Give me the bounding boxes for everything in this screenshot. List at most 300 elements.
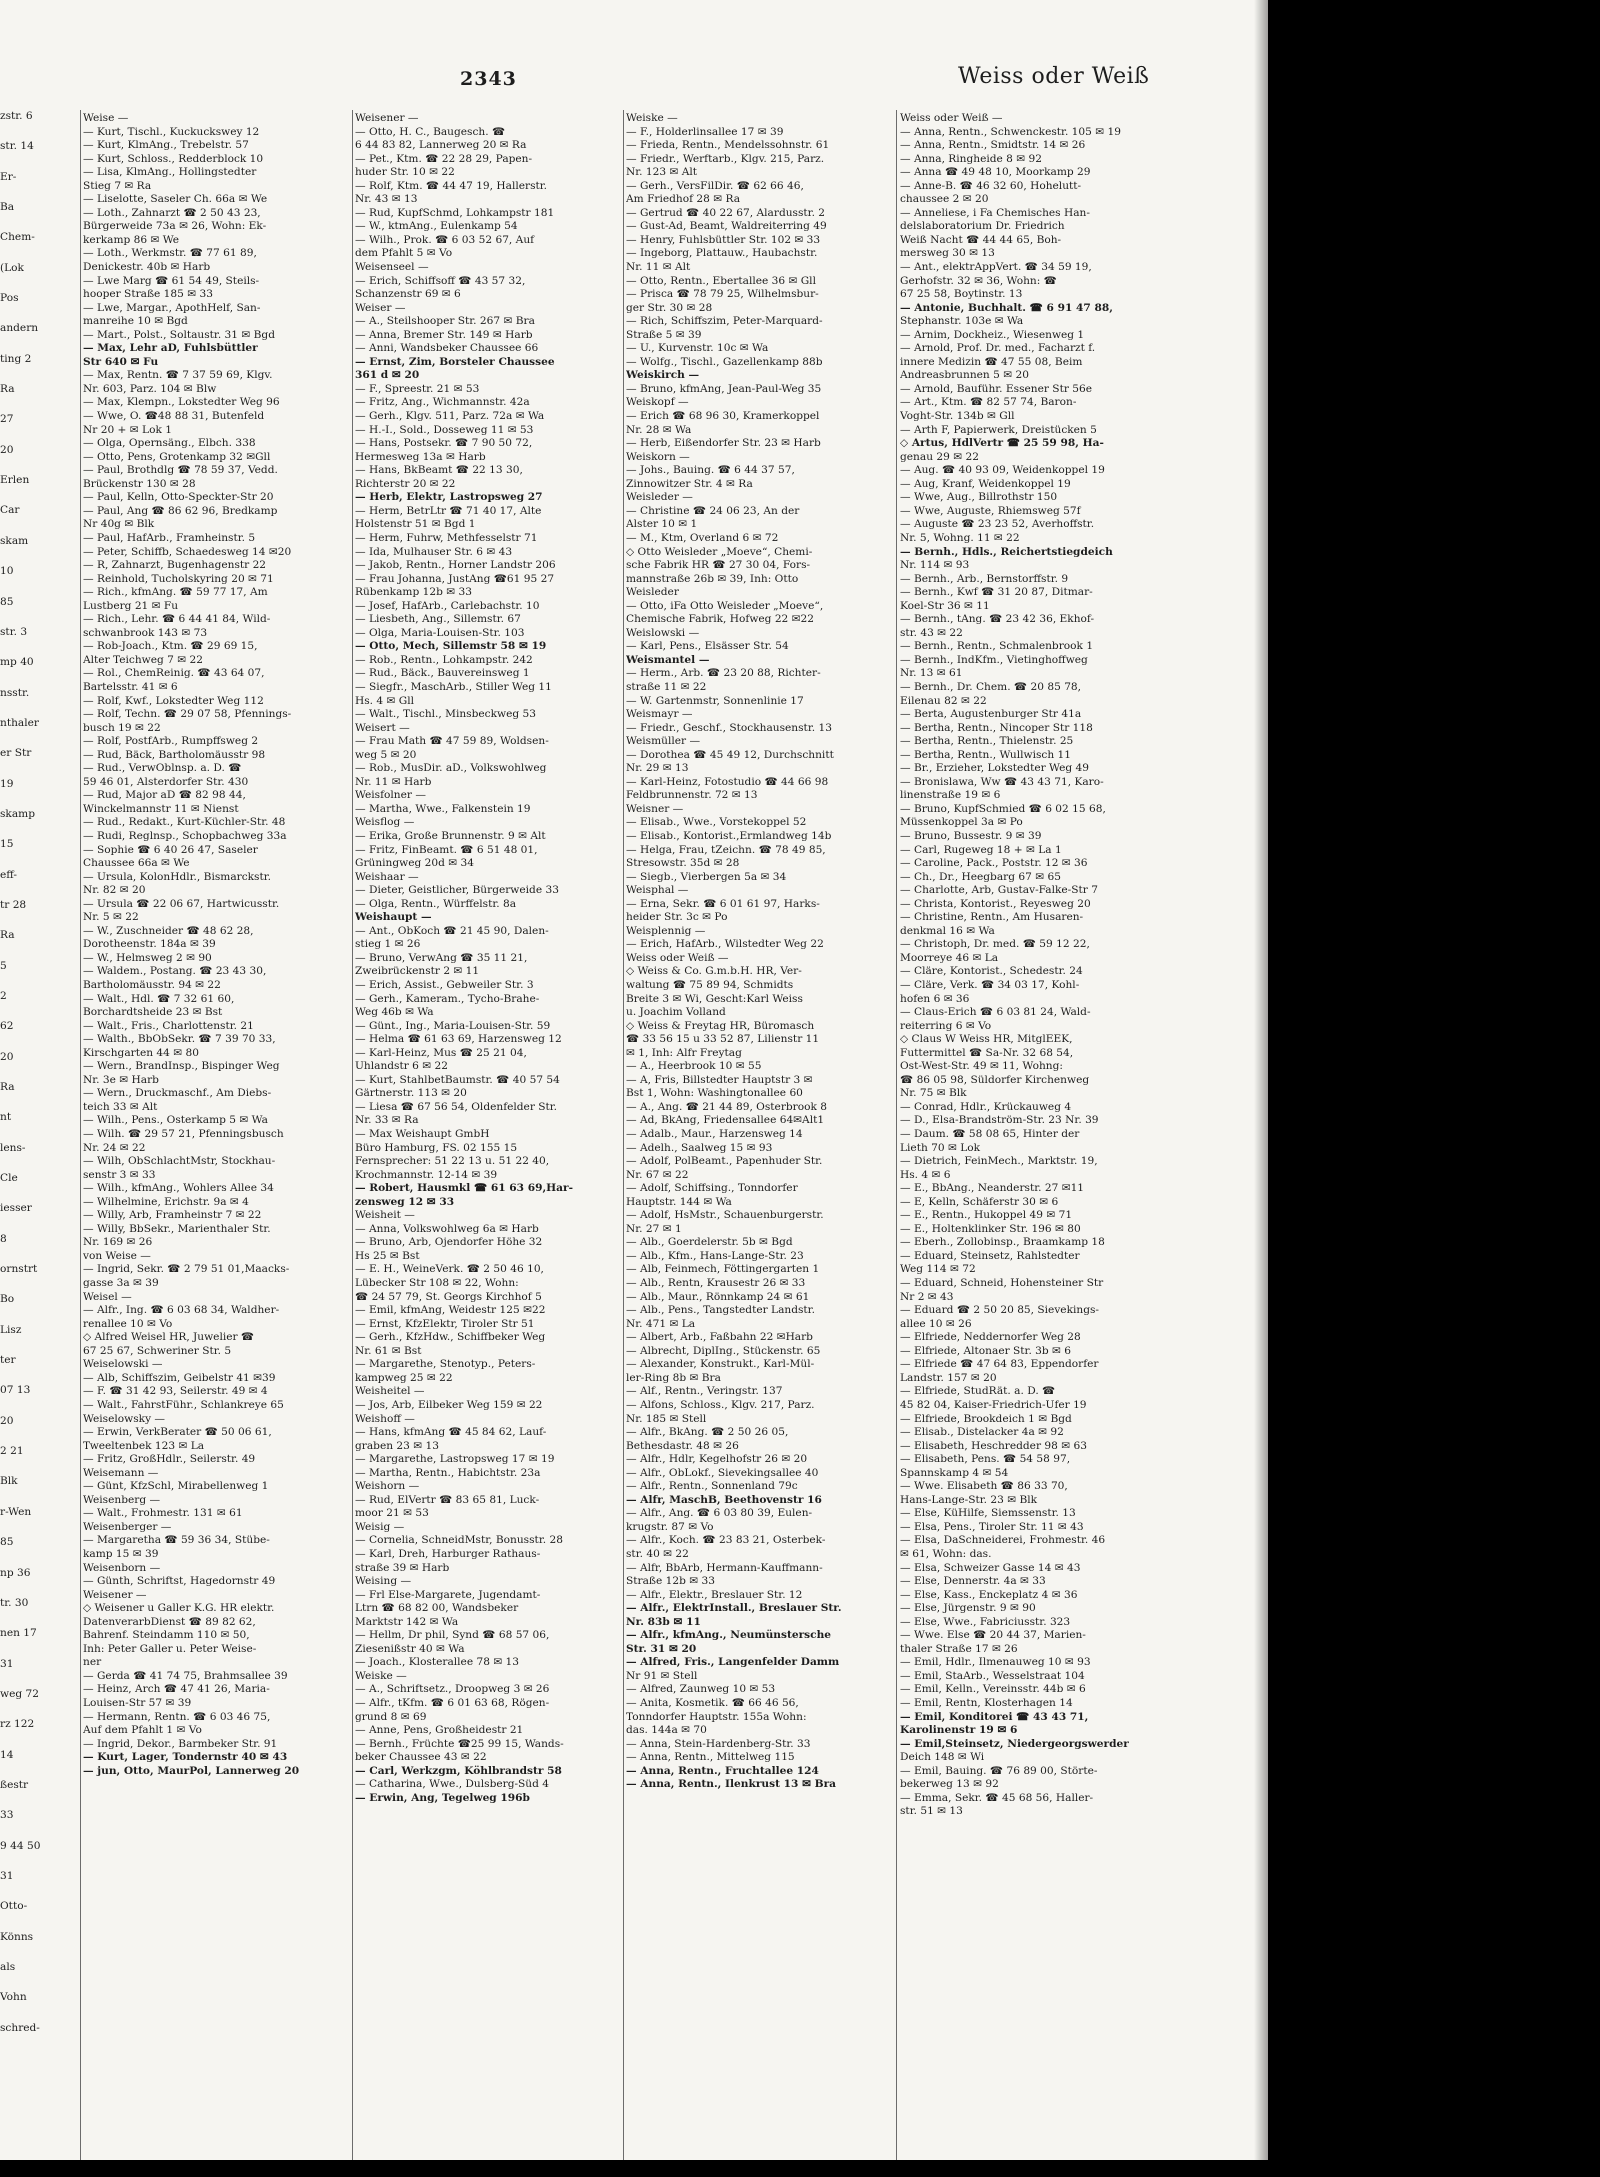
surname-heading: Weishaupt — [355,911,432,924]
directory-entry-line: — Karl-Heinz, Fotostudio ☎ 44 66 98 [626,775,829,788]
directory-entry-line: — Waldem., Postang. ☎ 23 43 30, [83,965,267,978]
surname-heading: Weisplennig — [626,924,706,937]
fragment-line: 19 [0,777,14,790]
directory-entry-line: thaler Straße 17 ✉ 26 [900,1642,1018,1655]
directory-entry-line: Lieth 70 ✉ Lok [900,1141,981,1154]
directory-entry-line: straße 11 ✉ 22 [626,680,707,693]
directory-entry-line: — Erwin, Ang, Tegelweg 196b [355,1791,530,1804]
directory-entry-line: Nr. 114 ✉ 93 [900,559,970,572]
directory-entry-line: — Prisca ☎ 78 79 25, Wilhelmsbur- [626,288,819,301]
directory-entry-line: — Walt., Frohmestr. 131 ✉ 61 [83,1507,243,1520]
fragment-line: weg 72 [0,1687,39,1700]
directory-entry-line: — Gerh., KfzHdw., Schiffbeker Weg [355,1331,546,1344]
directory-entry-line: Bahrenf. Steindamm 110 ✉ 50, [83,1629,250,1642]
directory-entry-line: — Bernh., Hdls., Reichertstiegdeich [900,545,1113,558]
directory-entry-line: Nr 20 + ✉ Lok 1 [83,423,172,436]
directory-entry-line: — Elisab., Distelacker 4a ✉ 92 [900,1426,1064,1439]
directory-entry-line: — Anita, Kosmetik. ☎ 66 46 56, [626,1696,799,1709]
directory-entry-line: — Henry, Fuhlsbüttler Str. 102 ✉ 33 [626,233,821,246]
directory-entry-line: — Erika, Große Brunnenstr. 9 ✉ Alt [355,829,546,842]
directory-entry-line: — Alfr., kfmAng., Neumünstersche [626,1629,832,1642]
fragment-line: skamp [0,807,35,820]
surname-heading: Weisert — [355,721,410,734]
directory-entry-line: — Rud, Major aD ☎ 82 98 44, [83,789,246,802]
directory-entry-line: ◇ Weiss & Co. G.m.b.H. HR, Ver- [626,965,802,978]
surname-heading: Weisphal — [626,884,689,897]
directory-entry-line: Nr. 67 ✉ 22 [626,1168,689,1181]
directory-entry-line: — Albert, Arb., Faßbahn 22 ✉Harb [626,1331,813,1344]
directory-entry-line: — Alfr., tKfm. ☎ 6 01 63 68, Rögen- [355,1696,550,1709]
directory-entry-line: — Rud., VerwOblnsp. a. D. ☎ [83,762,242,775]
directory-entry-line: — Alfred, Zaunweg 10 ✉ 53 [626,1683,776,1696]
directory-entry-line: Hs. 4 ✉ Gll [355,694,415,707]
fragment-line: 20 [0,1050,14,1063]
directory-entry-line: Richterstr 20 ✉ 22 [355,477,456,490]
directory-column-4 [900,112,1168,1819]
directory-entry-line: — Alfr, BbArb, Hermann-Kauffmann- [626,1561,823,1574]
directory-entry-line: — D., Elsa-Brandström-Str. 23 Nr. 39 [900,1114,1099,1127]
directory-entry-line: — Rud, ElVertr ☎ 83 65 81, Luck- [355,1493,540,1506]
directory-entry-line: — Arnold, Prof. Dr. med., Facharzt f. [900,342,1096,355]
directory-entry-line: — Joach., Klosterallee 78 ✉ 13 [355,1656,520,1669]
directory-entry-line: Brückenstr 130 ✉ 28 [83,477,196,490]
directory-entry-line: — Wwe. Else ☎ 20 44 37, Marien- [900,1629,1086,1642]
directory-entry-line: — Walth., BbObSekr. ☎ 7 39 70 33, [83,1033,276,1046]
directory-entry-line: — Rob., MusDir. aD., Volkswohlweg [355,762,547,775]
directory-entry-line: ◇ Artus, HdlVertr ☎ 25 59 98, Ha- [900,437,1104,450]
directory-entry-line: Nr 40g ✉ Blk [83,518,155,531]
directory-entry-line: weg 5 ✉ 20 [355,748,417,761]
directory-entry-line: ger Str. 30 ✉ 28 [626,301,713,314]
directory-entry-line: — Anna ☎ 49 48 10, Moorkamp 29 [900,166,1091,179]
surname-heading: Weiss oder Weiß — [900,112,1003,124]
directory-entry-line: — Antonie, Buchhalt. ☎ 6 91 47 88, [900,301,1113,314]
directory-entry-line: — Herb, Elektr, Lastropsweg 27 [355,491,543,504]
directory-entry-line: — M., Ktm, Overland 6 ✉ 72 [626,531,779,544]
directory-entry-line: reiterring 6 ✉ Vo [900,1019,992,1032]
fragment-line: 8 [0,1232,7,1245]
fragment-line: schred- [0,2021,40,2034]
directory-entry-line: — Sophie ☎ 6 40 26 47, Saseler [83,843,258,856]
directory-entry-line: — Heinz, Arch ☎ 47 41 26, Maria- [83,1683,270,1696]
directory-entry-line: — Else, KüHilfe, Siemssenstr. 13 [900,1507,1076,1520]
directory-entry-line: Tonndorfer Hauptstr. 155a Wohn: [626,1710,807,1723]
directory-entry-line: — Berta, Augustenburger Str 41a [900,708,1082,721]
directory-entry-line: — Aug. ☎ 40 93 09, Weidenkoppel 19 [900,464,1105,477]
directory-entry-line: — Eduard, Schneid, Hohensteiner Str [900,1277,1104,1290]
directory-entry-line: — Wwe, O. ☎48 88 31, Butenfeld [83,410,265,423]
directory-entry-line: — Ingrid, Dekor., Barmbeker Str. 91 [83,1737,278,1750]
surname-heading: Weisner — [626,802,684,815]
surname-heading: Weisener — [355,112,419,124]
fragment-line: Lisz [0,1323,22,1336]
fragment-line: 33 [0,1809,14,1822]
directory-entry-line: huder Str. 10 ✉ 22 [355,166,455,179]
fragment-line: Ba [0,201,15,214]
directory-entry-line: genau 29 ✉ 22 [900,450,979,463]
directory-entry-line: Karolinenstr 19 ✉ 6 [900,1724,1018,1737]
directory-entry-line: — Caroline, Pack., Poststr. 12 ✉ 36 [900,857,1088,870]
directory-entry-line: Fernsprecher: 51 22 13 u. 51 22 40, [355,1155,550,1168]
directory-entry-line: — Willy, BbSekr., Marienthaler Str. [83,1222,271,1235]
directory-entry-line: — Kurt, Tischl., Kuckuckswey 12 [83,125,260,138]
directory-entry-line: — Alfr., Hdlr, Kegelhofstr 26 ✉ 20 [626,1453,808,1466]
directory-entry-line: Nr. 28 ✉ Wa [626,423,692,436]
directory-entry-line: — U., Kurvenstr. 10c ✉ Wa [626,342,769,355]
directory-entry-line: Hs. 4 ✉ 6 [900,1168,951,1181]
directory-entry-line: — Olga, Rentn., Würffelstr. 8a [355,897,517,910]
directory-entry-line: — Dorothea ☎ 45 49 12, Durchschnitt [626,748,834,761]
directory-entry-line: Müssenkoppel 3a ✉ Po [900,816,1023,829]
directory-entry-line: Nr. 43 ✉ 13 [355,193,418,206]
directory-entry-line: Denickestr. 40b ✉ Harb [83,261,211,274]
directory-entry-line: Weg 114 ✉ 72 [900,1263,976,1276]
directory-entry-line: Nr. 185 ✉ Stell [626,1412,707,1425]
directory-entry-line: Bethesdastr. 48 ✉ 26 [626,1439,739,1452]
fragment-line: (Lok [0,261,24,274]
directory-entry-line: — Ch., Dr., Heegbarg 67 ✉ 65 [900,870,1061,883]
directory-entry-line: — Olga, Opernsäng., Elbch. 338 [83,437,256,450]
directory-entry-line: — Erich, Schiffsoff ☎ 43 57 32, [355,274,526,287]
directory-entry-line: — Anna, Stein-Hardenberg-Str. 33 [626,1737,811,1750]
directory-entry-line: Zinnowitzer Str. 4 ✉ Ra [626,477,753,490]
directory-entry-line: — Adolf, PolBeamt., Papenhuder Str. [626,1155,823,1168]
fragment-line: np 36 [0,1566,31,1579]
directory-entry-line: — Liesa ☎ 67 56 54, Oldenfelder Str. [355,1100,558,1113]
directory-entry-line: — Arth F, Papierwerk, Dreistücken 5 [900,423,1097,436]
directory-entry-line: — Bernh., Kwf ☎ 31 20 87, Ditmar- [900,586,1093,599]
directory-entry-line: — Walt., Tischl., Minsbeckweg 53 [355,708,536,721]
directory-entry-line: Straße 5 ✉ 39 [626,328,702,341]
fragment-line: als [0,1960,16,1973]
directory-entry-line: — Loth., Werkmstr. ☎ 77 61 89, [83,247,257,260]
directory-entry-line: — Anna, Rentn., Ilenkrust 13 ✉ Bra [626,1778,837,1791]
directory-entry-line: Bürgerweide 73a ✉ 26, Wohn: Ek- [83,220,267,233]
directory-entry-line: stieg 1 ✉ 26 [355,938,421,951]
fragment-line: nt [0,1111,12,1124]
fragment-line: ter [0,1354,16,1367]
fragment-line: Ra [0,929,15,942]
directory-entry-line: — Alb., Goerdelerstr. 5b ✉ Bgd [626,1236,793,1249]
directory-entry-line: — Lisa, KlmAng., Hollingstedter [83,166,257,179]
directory-entry-line: — Kurt, Lager, Tondernstr 40 ✉ 43 [83,1751,288,1764]
surname-heading: Weising — [355,1575,412,1588]
directory-entry-line: Str. 31 ✉ 20 [626,1642,697,1655]
directory-entry-line: — Br., Erzieher, Lokstedter Weg 49 [900,762,1089,775]
directory-entry-line: — Jos, Arb, Eilbeker Weg 159 ✉ 22 [355,1398,543,1411]
directory-entry-line: — Peter, Schiffb, Schaedesweg 14 ✉20 [83,545,292,558]
fragment-line: 31 [0,1869,14,1882]
directory-entry-line: — H.-I., Sold., Dosseweg 11 ✉ 53 [355,423,534,436]
directory-entry-line: — Gerh., Kameram., Tycho-Brahe- [355,992,540,1005]
directory-entry-line: schwanbrook 143 ✉ 73 [83,626,208,639]
surname-heading: Weisenborn — [83,1561,161,1574]
directory-entry-line: Borchardtsheide 23 ✉ Bst [83,1006,223,1019]
fragment-line: 31 [0,1657,14,1670]
directory-entry-line: Nr. 24 ✉ 22 [83,1141,146,1154]
directory-entry-line: Nr. 603, Parz. 104 ✉ Blw [83,382,217,395]
directory-entry-line: — Walt., Hdl. ☎ 7 32 61 60, [83,992,235,1005]
directory-entry-line: — Emma, Sekr. ☎ 45 68 56, Haller- [900,1791,1094,1804]
directory-entry-line: Bartelsstr. 41 ✉ 6 [83,680,178,693]
directory-entry-line: — Karl, Dreh, Harburger Rathaus- [355,1547,541,1560]
directory-entry-line: Louisen-Str 57 ✉ 39 [83,1696,192,1709]
directory-entry-line: Inh: Peter Galler u. Peter Weise- [83,1642,257,1655]
directory-entry-line: — Frl Else-Margarete, Jugendamt- [355,1588,541,1601]
directory-entry-line: — Paul, Kelln, Otto-Speckter-Str 20 [83,491,274,504]
directory-entry-line: kerkamp 86 ✉ We [83,233,180,246]
column-rule [896,110,897,2160]
directory-entry-line: — Elsa, DaSchneiderei, Frohmestr. 46 [900,1534,1106,1547]
directory-entry-line: — E., Rentn., Hukoppel 49 ✉ 71 [900,1209,1073,1222]
directory-entry-line: — Siegfr., MaschArb., Stiller Weg 11 [355,680,552,693]
fragment-line: 5 [0,959,7,972]
directory-entry-line: Krochmannstr. 12-14 ✉ 39 [355,1168,498,1181]
directory-entry-line: — Paul, HafArb., Framheinstr. 5 [83,531,256,544]
directory-entry-line: — Alb., Maur., Rönnkamp 24 ✉ 61 [626,1290,810,1303]
directory-entry-line: str. 51 ✉ 13 [900,1805,963,1818]
directory-entry-line: — Otto, H. C., Baugesch. ☎ [355,125,506,138]
directory-entry-line: mannstraße 26b ✉ 39, Inh: Otto [626,572,799,585]
directory-entry-line: sche Fabrik HR ☎ 27 30 04, Fors- [626,559,811,572]
directory-entry-line: — Friedr., Werftarb., Klgv. 215, Parz. [626,152,825,165]
directory-entry-line: — Ingrid, Sekr. ☎ 2 79 51 01,Maacks- [83,1263,290,1276]
directory-entry-line: — E, Kelln, Schäferstr 30 ✉ 6 [900,1195,1059,1208]
directory-entry-line: — Frau Johanna, JustAng ☎61 95 27 [355,572,555,585]
directory-entry-line: — Cläre, Kontorist., Schedestr. 24 [900,965,1083,978]
directory-entry-line: — Friedr., Geschf., Stockhausenstr. 13 [626,721,832,734]
directory-entry-line: — Anna, Bremer Str. 149 ✉ Harb [355,328,533,341]
directory-entry-line: allee 10 ✉ 26 [900,1317,972,1330]
directory-entry-line: Nr. 13 ✉ 61 [900,667,963,680]
directory-entry-line: — Christine, Rentn., Am Husaren- [900,911,1084,924]
directory-entry-line: heider Str. 3c ✉ Po [626,911,728,924]
page-number: 2343 [460,68,517,90]
directory-entry-line: — Conrad, Hdlr., Krückauweg 4 [900,1100,1072,1113]
fragment-line: eff- [0,868,17,881]
surname-heading: Weiskopf — [626,396,689,409]
directory-entry-line: Nr 2 ✉ 43 [900,1290,954,1303]
surname-heading: Weisflog — [355,816,415,829]
fragment-line: rz 122 [0,1718,35,1731]
directory-entry-line: — Rob-Joach., Ktm. ☎ 29 69 15, [83,640,258,653]
directory-entry-line: — Gerh., Klgv. 511, Parz. 72a ✉ Wa [355,410,545,423]
directory-entry-line: — Bronislawa, Ww ☎ 43 43 71, Karo- [900,775,1104,788]
surname-heading: Weisheit — [355,1209,415,1222]
directory-entry-line: — Fritz, GroßHdlr., Seilerstr. 49 [83,1453,256,1466]
directory-entry-line: Ltrn ☎ 68 82 00, Wandsbeker [355,1602,519,1615]
directory-entry-line: 67 25 58, Boytinstr. 13 [900,288,1023,301]
directory-entry-line: Büro Hamburg, FS. 02 155 15 [355,1141,518,1154]
directory-entry-line: ◇ Weiss & Freytag HR, Büromasch [626,1019,815,1032]
directory-entry-line: — Bernh., tAng. ☎ 23 42 36, Ekhof- [900,613,1095,626]
directory-entry-line: — Rud., Bäck., Bauvereinsweg 1 [355,667,530,680]
directory-entry-line: ☎ 86 05 98, Süldorfer Kirchenweg [900,1073,1090,1086]
directory-entry-line: — Wilh., kfmAng., Wohlers Allee 34 [83,1182,274,1195]
surname-heading: Weisfolner — [355,789,426,802]
fragment-line: 20 [0,443,14,456]
directory-entry-line: — Wilhelmine, Erichstr. 9a ✉ 4 [83,1195,249,1208]
surname-heading: Weisheitel — [355,1385,425,1398]
directory-entry-line: — Walt., Fris., Charlottenstr. 21 [83,1019,254,1032]
directory-entry-line: — A., Heerbrook 10 ✉ 55 [626,1060,762,1073]
directory-entry-line: renallee 10 ✉ Vo [83,1317,173,1330]
directory-entry-line: — Bernh., Früchte ☎25 99 15, Wands- [355,1737,564,1750]
directory-entry-line: — Christoph, Dr. med. ☎ 59 12 22, [900,938,1090,951]
directory-entry-line: — Frieda, Rentn., Mendelssohnstr. 61 [626,139,830,152]
directory-entry-line: Feldbrunnenstr. 72 ✉ 13 [626,789,758,802]
directory-entry-line: — Frau Math ☎ 47 59 89, Woldsen- [355,735,549,748]
directory-entry-line: — Hans, BkBeamt ☎ 22 13 30, [355,464,523,477]
directory-entry-line: — Alb, Feinmech, Föttingergarten 1 [626,1263,820,1276]
directory-entry-line: — Martha, Wwe., Falkenstein 19 [355,802,531,815]
fragment-line: nsstr. [0,686,30,699]
directory-entry-line: — Alfr., Ing. ☎ 6 03 68 34, Waldher- [83,1304,280,1317]
directory-entry-line: — Lwe Marg ☎ 61 54 49, Steils- [83,274,260,287]
directory-entry-line: — Robert, Hausmkl ☎ 61 63 69,Har- [355,1182,573,1195]
directory-column-3 [626,112,894,1792]
directory-entry-line: 45 82 04, Kaiser-Friedrich-Ufer 19 [900,1398,1087,1411]
fragment-line: nen 17 [0,1627,37,1640]
directory-entry-line: — Paul, Brothdlg ☎ 78 59 37, Vedd. [83,464,278,477]
directory-entry-line: Schanzenstr 69 ✉ 6 [355,288,461,301]
directory-entry-line: — Emil, Konditorei ☎ 43 43 71, [900,1710,1089,1723]
directory-entry-line: — Wilh., Pens., Osterkamp 5 ✉ Wa [83,1114,268,1127]
fragment-line: 62 [0,1020,14,1033]
fragment-line: Blk [0,1475,18,1488]
directory-entry-line: — Emil, kfmAng, Weidestr 125 ✉22 [355,1304,546,1317]
directory-entry-line: das. 144a ✉ 70 [626,1724,707,1737]
directory-entry-line: — Alexander, Konstrukt., Karl-Mül- [626,1358,815,1371]
directory-entry-line: — Cornelia, SchneidMstr, Bonusstr. 28 [355,1534,563,1547]
directory-entry-line: Grüningweg 20d ✉ 34 [355,857,475,870]
directory-entry-line: — Liesbeth, Ang., Sillemstr. 67 [355,613,521,626]
directory-entry-line: — Emil, StaArb., Wesselstraat 104 [900,1669,1085,1682]
directory-entry-line: Chaussee 66a ✉ We [83,857,190,870]
directory-entry-line: — Bernh., Arb., Bernstorffstr. 9 [900,572,1069,585]
directory-entry-line: krugstr. 87 ✉ Vo [626,1520,714,1533]
fragment-line: 07 13 [0,1384,31,1397]
directory-entry-line: — Bernh., Rentn., Schmalenbrook 1 [900,640,1094,653]
directory-entry-line: straße 39 ✉ Harb [355,1561,450,1574]
fragment-line: tr. 30 [0,1596,29,1609]
directory-entry-line: — Ursula, KolonHdlr., Bismarckstr. [83,870,272,883]
directory-entry-line: — Siegb., Vierbergen 5a ✉ 34 [626,870,787,883]
directory-entry-line: — Hans, kfmAng ☎ 45 84 62, Lauf- [355,1426,547,1439]
directory-entry-line: — Alf., Rentn., Veringstr. 137 [626,1385,783,1398]
directory-entry-line: — Ad, BkAng, Friedensallee 64✉Alt1 [626,1114,825,1127]
fragment-line: nthaler [0,716,39,729]
directory-entry-line: — Bruno, KupfSchmied ☎ 6 02 15 68, [900,802,1106,815]
directory-entry-line: Ost-West-Str. 49 ✉ 11, Wohng: [900,1060,1063,1073]
fragment-line: 2 21 [0,1445,24,1458]
directory-entry-line: Weisleder [626,586,679,599]
directory-entry-line: Stieg 7 ✉ Ra [83,179,152,192]
directory-entry-line: — Rol., ChemReinig. ☎ 43 64 07, [83,667,265,680]
directory-entry-line: — Margaretha ☎ 59 36 34, Stübe- [83,1534,270,1547]
directory-entry-line: — Elfriede, StudRät. a. D. ☎ [900,1385,1056,1398]
directory-entry-line: — E., Holtenklinker Str. 196 ✉ 80 [900,1222,1081,1235]
directory-entry-line: Nr 91 ✉ Stell [626,1669,698,1682]
directory-entry-line: — Ingeborg, Plattauw., Haubachstr. [626,247,818,260]
directory-entry-line: ✉ 1, Inh: Alfr Freytag [626,1046,742,1059]
directory-entry-line: — W. Gartenmstr, Sonnenlinie 17 [626,694,804,707]
directory-entry-line: Hans-Lange-Str. 23 ✉ Blk [900,1493,1038,1506]
directory-entry-line: — Arnim, Dockheiz., Wiesenweg 1 [900,328,1085,341]
directory-entry-line: — Bertha, Rentn., Wullwisch 11 [900,748,1072,761]
directory-entry-line: — Carl, Rugeweg 18 + ✉ La 1 [900,843,1062,856]
surname-heading: Weisig — [355,1520,405,1533]
fragment-line: 27 [0,413,14,426]
directory-entry-line: — Art., Ktm. ☎ 82 57 74, Baron- [900,396,1077,409]
directory-entry-line: — F., Holderlinsallee 17 ✉ 39 [626,125,784,138]
directory-entry-line: — Rob., Rentn., Lohkampstr. 242 [355,653,533,666]
directory-entry-line: — Hellm, Dr phil, Synd ☎ 68 57 06, [355,1629,550,1642]
directory-entry-line: — Eduard, Steinsetz, Rahlstedter [900,1249,1080,1262]
directory-entry-line: Eilenau 82 ✉ 22 [900,694,987,707]
directory-entry-line: — Max, Klempn., Lokstedter Weg 96 [83,396,280,409]
directory-entry-line: — W., Zuschneider ☎ 48 62 28, [83,924,254,937]
directory-entry-line: — Walt., FahrstFühr., Schlankreye 65 [83,1398,284,1411]
directory-entry-line: — Herb, Eißendorfer Str. 23 ✉ Harb [626,437,821,450]
directory-entry-line: — Dieter, Geistlicher, Bürgerweide 33 [355,884,559,897]
page-edge-shadow [1254,0,1268,2160]
directory-entry-line: ◇ Alfred Weisel HR, Juwelier ☎ [83,1331,255,1344]
directory-entry-line: Nr. 5, Wohng. 11 ✉ 22 [900,531,1020,544]
fragment-line: tr 28 [0,898,27,911]
directory-entry-line: — Alfr., ElektrInstall., Breslauer Str. [626,1602,842,1615]
directory-entry-line: — A., Ang. ☎ 21 44 89, Osterbrook 8 [626,1100,828,1113]
fragment-line: Chem- [0,231,35,244]
directory-entry-line: — Anna, Rentn., Schwenckestr. 105 ✉ 19 [900,125,1121,138]
directory-entry-line: — Emil,Steinsetz, Niedergeorgswerder [900,1737,1129,1750]
directory-entry-line: — F. ☎ 31 42 93, Seilerstr. 49 ✉ 4 [83,1385,268,1398]
directory-column-1 [83,112,351,1778]
directory-entry-line: — Rich, Schiffszim, Peter-Marquard- [626,315,823,328]
surname-heading: Weishoff — [355,1412,415,1425]
directory-entry-line: Marktstr 142 ✉ Wa [355,1615,459,1628]
fragment-line: skam [0,534,29,547]
fragment-line: er Str [0,747,32,760]
directory-entry-line: — Herm, Fuhrw, Methfesselstr 71 [355,531,538,544]
directory-entry-line: graben 23 ✉ 13 [355,1439,439,1452]
directory-entry-line: waltung ☎ 75 89 94, Schmidts [626,979,794,991]
directory-column-2 [355,112,623,1805]
directory-entry-line: — Anneliese, i Fa Chemisches Han- [900,206,1090,219]
column-rule [80,110,81,2160]
directory-entry-line: Nr. 123 ✉ Alt [626,166,698,179]
directory-entry-line: Kirschgarten 44 ✉ 80 [83,1046,200,1059]
directory-entry-line: — Willy, Arb, Framheinstr 7 ✉ 22 [83,1209,262,1222]
running-head: Weiss oder Weiß [958,64,1150,89]
surname-heading: Weismüller — [626,735,701,748]
directory-entry-line: — Wwe, Auguste, Rhiemsweg 57f [900,504,1081,517]
directory-entry-line: hofen 6 ✉ 36 [900,992,970,1005]
directory-entry-line: — Hans, Postsekr. ☎ 7 90 50 72, [355,437,533,450]
directory-entry-line: — Herm., Arb. ☎ 23 20 88, Richter- [626,667,821,680]
directory-entry-line: ◇ Claus W Weiss HR, MitglEEK, [900,1033,1073,1046]
directory-entry-line: Breite 3 ✉ Wi, Gescht:Karl Weiss [626,992,803,1005]
surname-heading: Weiser — [355,301,406,314]
fragment-line: 9 44 50 [0,1839,41,1852]
directory-entry-line: — Else, Dennerstr. 4a ✉ 33 [900,1575,1046,1588]
directory-entry-line: — Max, Lehr aD, Fuhlsbüttler [83,342,258,355]
directory-entry-line: — Emil, Kelln., Vereinsstr. 44b ✉ 6 [900,1683,1086,1696]
directory-entry-line: — Bruno, kfmAng, Jean-Paul-Weg 35 [626,382,822,395]
surname-heading: Weiskorn — [626,450,690,463]
directory-entry-line: — E., BbAng., Neanderstr. 27 ✉11 [900,1182,1085,1195]
directory-entry-line: Uhlandstr 6 ✉ 22 [355,1060,449,1073]
